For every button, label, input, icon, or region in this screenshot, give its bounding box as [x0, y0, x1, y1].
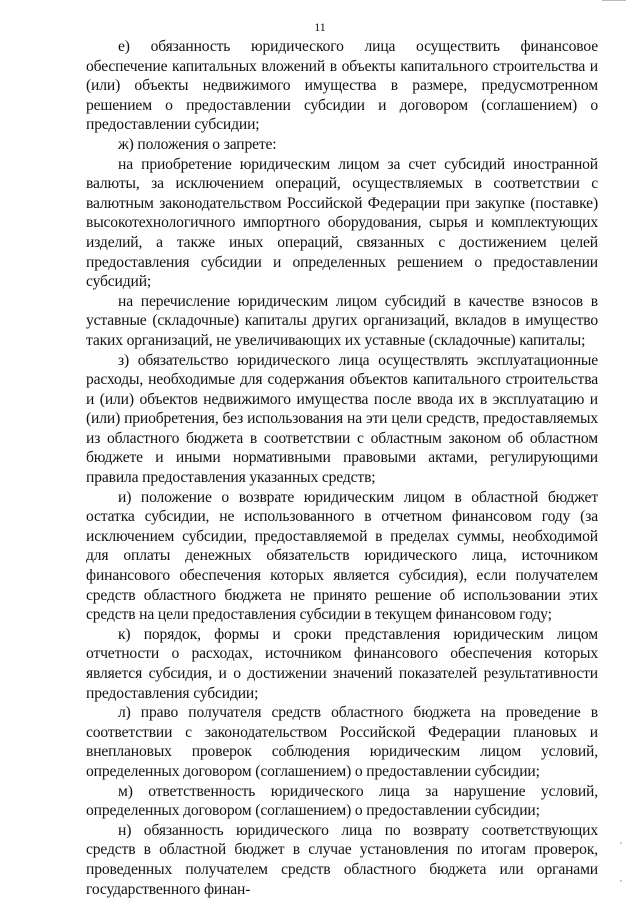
- paragraph: к) порядок, формы и сроки представления юридическим лицом отчетности о расходах, источником финансового обеспечения которых является субсидия, и о достижении значений показателей результативности предоставления субсидии;: [86, 625, 598, 702]
- paragraph: на перечисление юридическим лицом субсидий в качестве взносов в уставные (складочные) капиталы других организаций, вкладов в имущество таких организаций, не увеличивающих их уставные (складочные) капиталы;: [86, 292, 598, 349]
- paragraph: м) ответственность юридического лица за нарушение условий, определенных договором (соглашением) о предоставлении субсидии;: [86, 782, 598, 820]
- page-number: 11: [314, 20, 326, 34]
- scan-edge-mark: [602, 0, 626, 1]
- paragraph: на приобретение юридическим лицом за счет субсидий иностранной валюты, за исключением операций, осуществляемых в соответствии с валютным законодательством Российской Федерации при закупке (поставке) высокотехнологичного импортного оборудования, сырья и комплектующих изделий, а также иных операций, связанных с достижением целей предоставления субсидии и определенных решением о предоставлении субсидий;: [86, 155, 598, 291]
- paragraph: е) обязанность юридического лица осуществить финансовое обеспечение капитальных вложений в объекты капитального строительства и (или) объекты недвижимого имущества в размере, предусмотренном решением о предоставлении субсидии и договором (соглашением) о предоставлении субсидии;: [86, 38, 598, 134]
- paragraph: з) обязательство юридического лица осуществлять эксплуатационные расходы, необходимые для содержания объектов капитального строительства и (или) объектов недвижимого имущества после ввода их в эксплуатацию и (или) приобретения, без использования на эти цели средств, предоставляемых из областного бюджета в соответствии с областным законом об областном бюджете и иными нормативными правовыми актами, регулирующими правила предоставления указанных средств;: [86, 351, 598, 487]
- document-body: [86, 37, 598, 899]
- paragraph: и) положение о возврате юридическим лицом в областной бюджет остатка субсидии, не использованного в отчетном финансовом году (за исключением субсидии, предоставляемой в пределах суммы, необходимой для оплаты денежных обязательств юридического лица, источником финансового обеспечения которых является субсидия), если получателем средств областного бюджета не принято решение об использовании этих средств на цели предоставления субсидии в текущем финансовом году;: [86, 488, 598, 624]
- paragraph: ж) положения о запрете:: [118, 135, 277, 153]
- paragraph: н) обязанность юридического лица по возврату соответствующих средств в областной бюджет в случае установления по итогам проверок, проведенных получателем средств областного бюджета или органами государственного финан-: [86, 821, 598, 898]
- scan-dot: [620, 880, 622, 882]
- paragraph: л) право получателя средств областного бюджета на проведение в соответствии с законодательством Российской Федерации плановых и внеплановых проверок соблюдения юридическим лицом условий, определенных договором (соглашением) о предоставлении субсидии;: [86, 704, 598, 780]
- scan-dot: [620, 842, 622, 844]
